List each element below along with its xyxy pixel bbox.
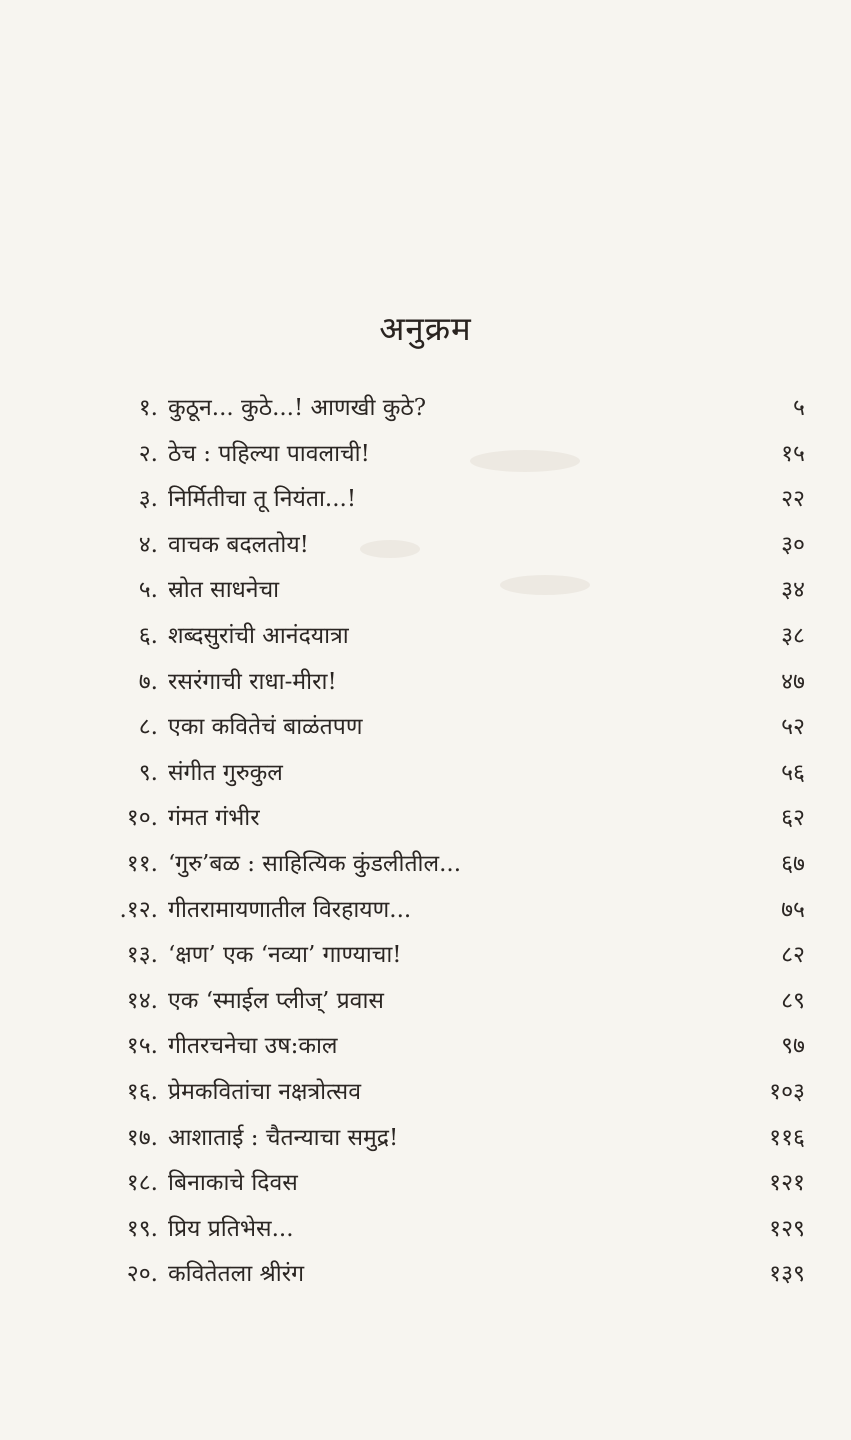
toc-entry-title: एक ‘स्माईल प्लीज्’ प्रवास: [168, 987, 384, 1014]
toc-entry-title: रसरंगाची राधा-मीरा!: [168, 668, 337, 695]
table-of-contents: [0, 386, 851, 1298]
toc-entry-number: १९.: [126, 1215, 158, 1242]
toc-entry-title: गीतरामायणातील विरहायण...: [168, 896, 412, 923]
toc-entry: [0, 1207, 851, 1253]
toc-entry-title: वाचक बदलतोय!: [168, 531, 309, 558]
toc-entry: [0, 523, 851, 569]
toc-entry: [0, 660, 851, 706]
toc-entry-page: ८२: [781, 942, 805, 969]
toc-entry: [0, 1116, 851, 1162]
toc-entry-number: १६.: [126, 1078, 158, 1105]
toc-entry-title: शब्दसुरांची आनंदयात्रा: [168, 622, 349, 649]
toc-entry-title: एका कवितेचं बाळंतपण: [168, 714, 363, 741]
toc-entry-number: ८.: [138, 714, 158, 741]
toc-entry-page: ११६: [769, 1124, 805, 1151]
toc-entry-page: १३९: [769, 1261, 805, 1288]
toc-entry-page: ३४: [781, 577, 805, 604]
toc-entry-number: ५.: [138, 577, 158, 604]
toc-entry-title: बिनाकाचे दिवस: [168, 1170, 298, 1197]
toc-entry-title: गंमत गंभीर: [168, 805, 260, 832]
toc-entry: [0, 705, 851, 751]
toc-entry-number: २०.: [126, 1261, 158, 1288]
toc-entry-title: ‘गुरु’बळ : साहित्यिक कुंडलीतील...: [168, 850, 462, 877]
toc-entry-title: निर्मितीचा तू नियंता...!: [168, 486, 357, 513]
toc-entry-page: १२९: [769, 1215, 805, 1242]
toc-entry: [0, 933, 851, 979]
toc-entry-page: ३०: [781, 531, 805, 558]
page-title: अनुक्रम: [379, 309, 472, 348]
toc-entry: [0, 432, 851, 478]
toc-entry-title: कवितेतला श्रीरंग: [168, 1261, 305, 1288]
toc-entry-page: ५२: [781, 714, 805, 741]
toc-entry: [0, 842, 851, 888]
toc-entry: [0, 979, 851, 1025]
toc-entry-title: ठेच : पहिल्या पावलाची!: [168, 440, 370, 467]
toc-entry-number: ६.: [138, 622, 158, 649]
toc-entry: [0, 477, 851, 523]
toc-entry-number: १०.: [126, 805, 158, 832]
toc-entry-number: ७.: [138, 668, 158, 695]
toc-entry-number: १.: [138, 395, 158, 421]
toc-entry: [0, 796, 851, 842]
toc-entry-page: ९७: [781, 1033, 805, 1060]
toc-entry-number: ४.: [138, 531, 158, 558]
toc-entry: [0, 386, 851, 432]
toc-entry-page: ६२: [781, 805, 805, 832]
toc-entry-title: आशाताई : चैतन्याचा समुद्र!: [168, 1124, 399, 1151]
toc-entry-number: .१२.: [119, 896, 158, 923]
toc-entry-number: ९.: [138, 759, 158, 786]
toc-entry-number: २.: [138, 440, 158, 467]
toc-entry-page: ८९: [781, 987, 805, 1014]
toc-entry-number: १५.: [126, 1033, 158, 1060]
toc-entry-title: प्रेमकवितांचा नक्षत्रोत्सव: [168, 1078, 362, 1105]
toc-entry: [0, 1070, 851, 1116]
toc-entry: [0, 751, 851, 797]
toc-entry-number: १७.: [126, 1124, 158, 1151]
toc-entry-page: ३८: [781, 622, 805, 649]
toc-entry-page: २२: [781, 486, 805, 513]
toc-entry-number: ११.: [126, 850, 158, 877]
toc-entry: [0, 1161, 851, 1207]
toc-entry-title: ‘क्षण’ एक ‘नव्या’ गाण्याचा!: [168, 942, 402, 969]
toc-entry-page: ५: [793, 395, 805, 421]
toc-entry-page: ५६: [781, 759, 805, 786]
toc-entry-number: १८.: [126, 1170, 158, 1197]
toc-entry-page: ७५: [781, 896, 805, 923]
toc-entry: [0, 614, 851, 660]
toc-entry-page: १२१: [769, 1170, 805, 1197]
toc-entry: [0, 1024, 851, 1070]
toc-entry-page: ४७: [781, 668, 805, 695]
toc-entry-page: ६७: [781, 850, 805, 877]
toc-entry-title: कुठून... कुठे...! आणखी कुठे?: [168, 395, 427, 421]
toc-entry: [0, 888, 851, 934]
toc-entry: [0, 1252, 851, 1298]
toc-entry-number: १४.: [126, 987, 158, 1014]
toc-entry-number: ३.: [138, 486, 158, 513]
toc-entry-title: स्रोत साधनेचा: [168, 577, 280, 604]
toc-entry-title: संगीत गुरुकुल: [168, 759, 283, 786]
toc-entry-page: १५: [781, 440, 805, 467]
toc-entry-page: १०३: [769, 1078, 805, 1105]
toc-entry-title: गीतरचनेचा उष:काल: [168, 1033, 338, 1060]
toc-entry: [0, 568, 851, 614]
toc-entry-title: प्रिय प्रतिभेस...: [168, 1215, 294, 1242]
toc-entry-number: १३.: [126, 942, 158, 969]
